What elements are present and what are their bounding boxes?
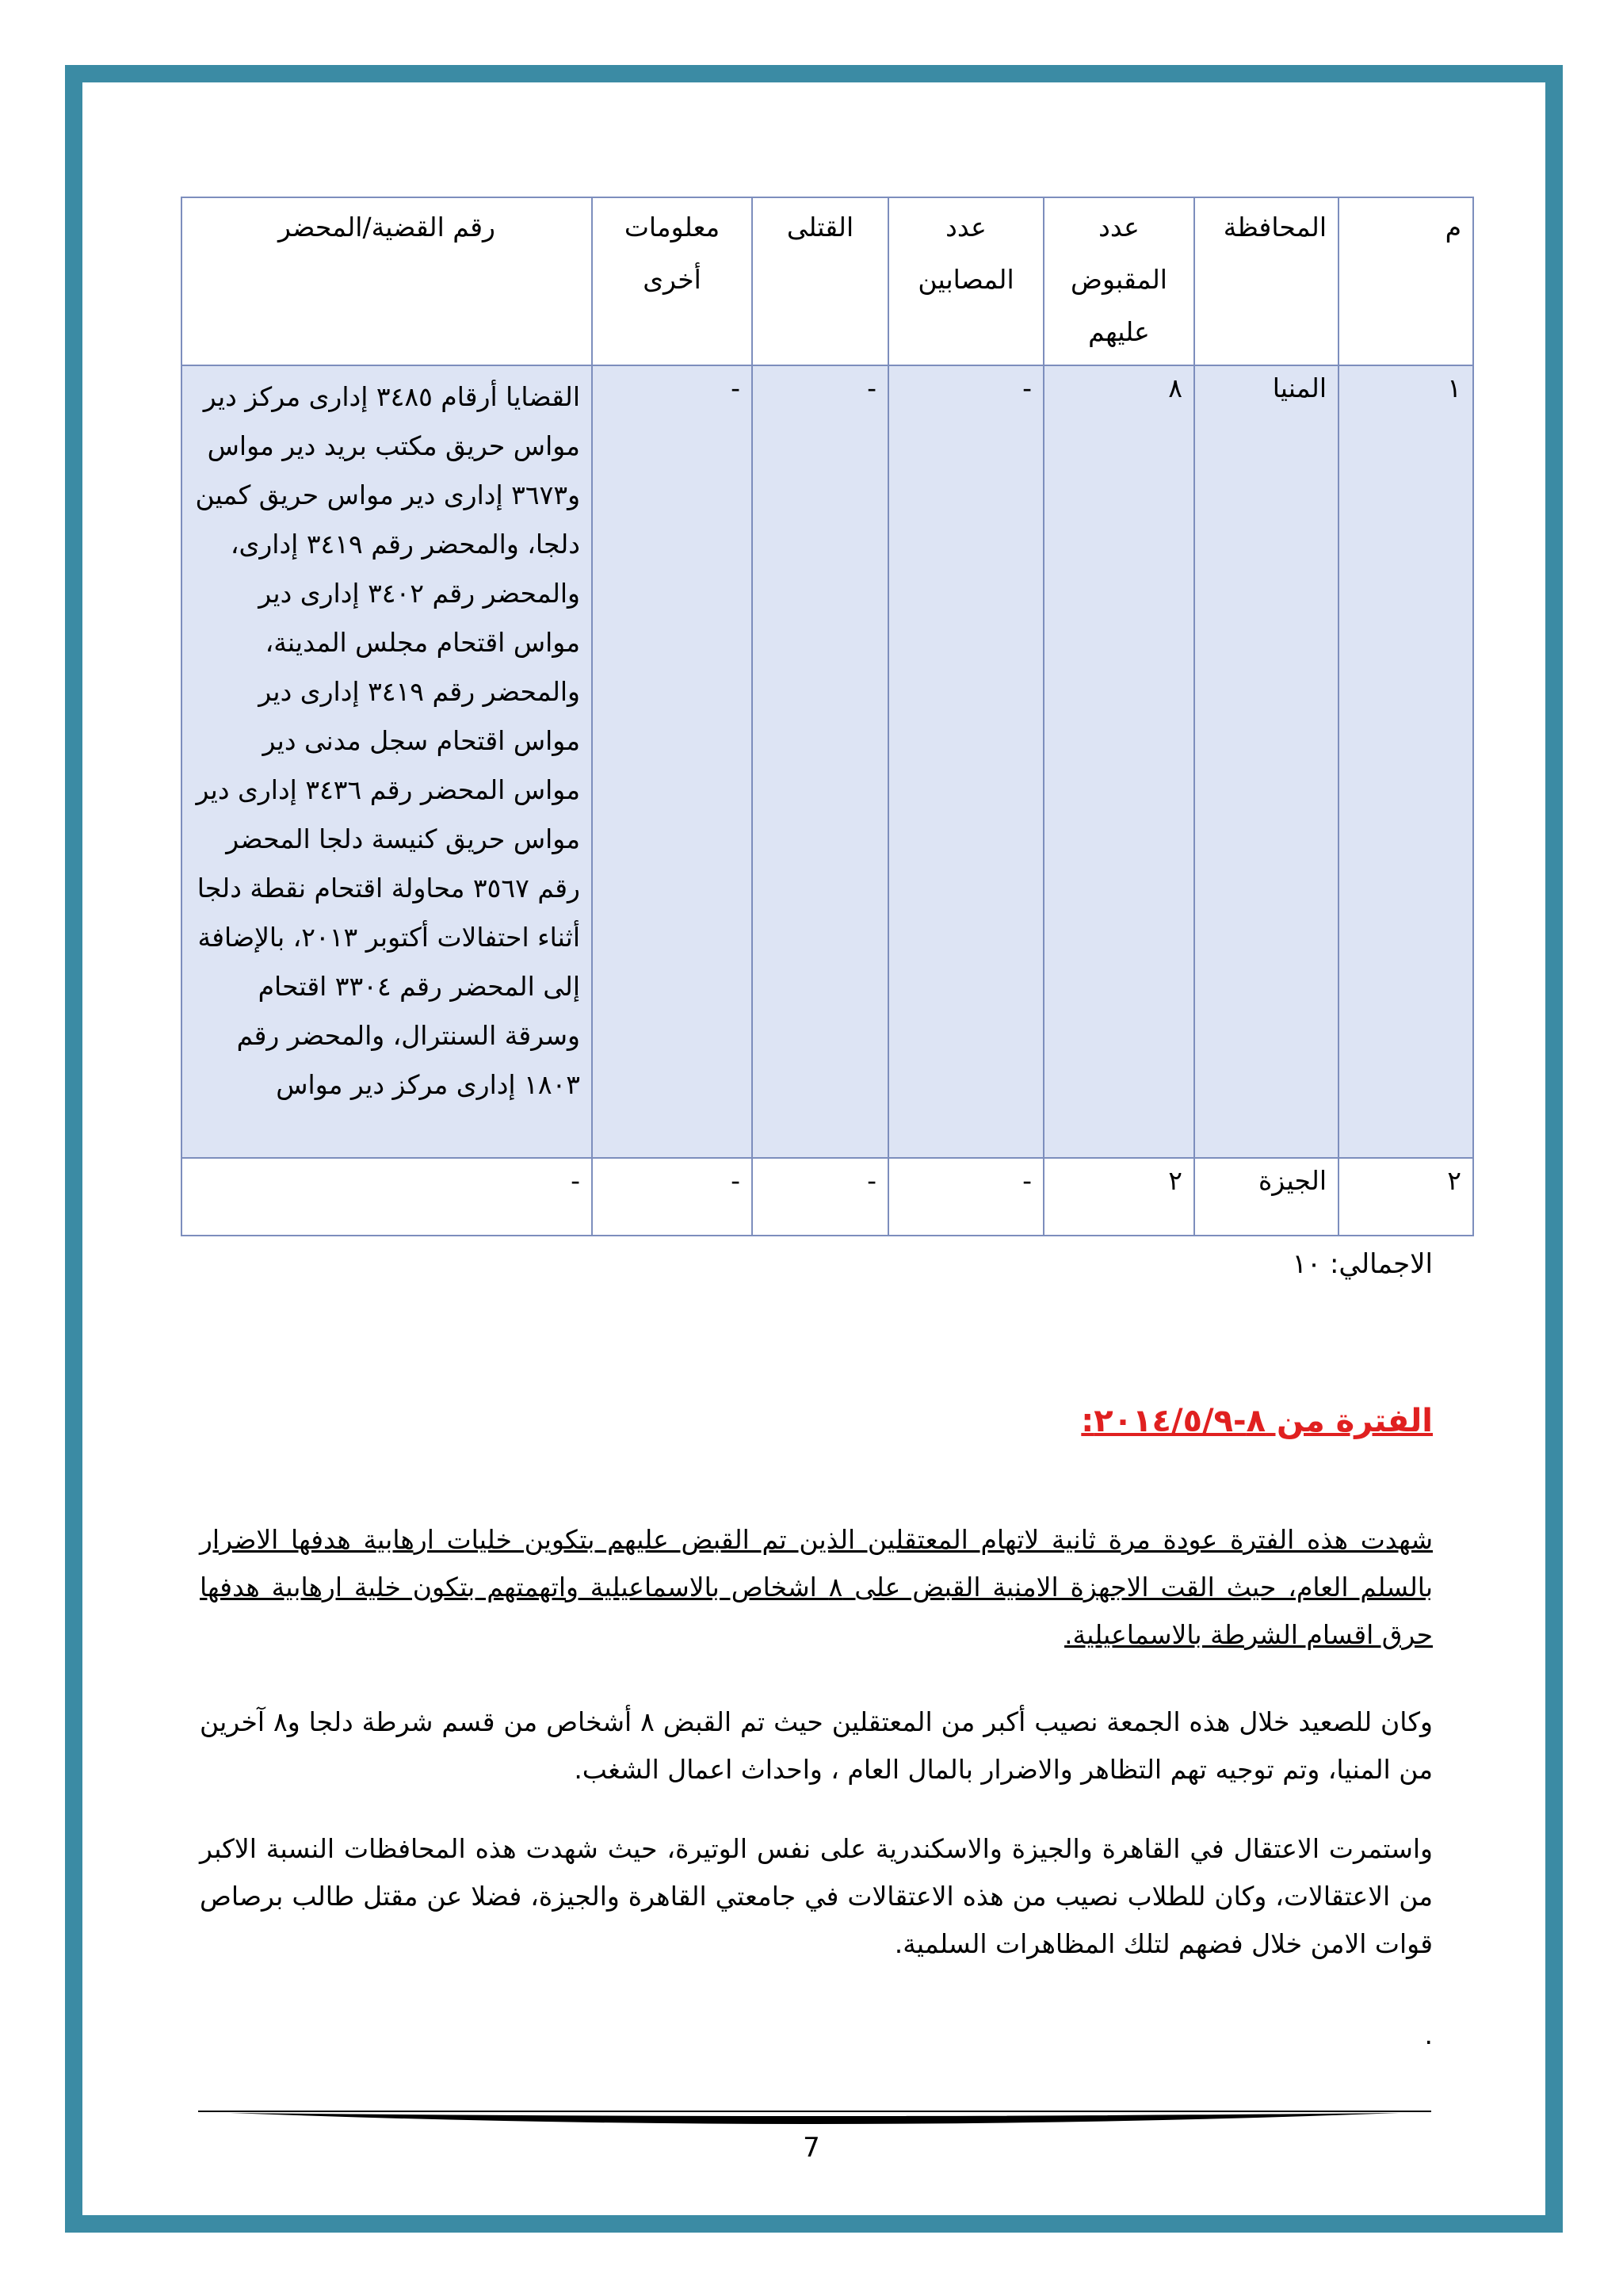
- table-total: الاجمالي: ١٠: [1292, 1248, 1433, 1280]
- section-heading: الفترة من ٨-٢٠١٤/٥/٩:: [1081, 1403, 1433, 1439]
- header-governorate: المحافظة: [1194, 197, 1338, 365]
- cell-killed: -: [752, 1158, 888, 1236]
- paragraph: شهدت هذه الفترة عودة مرة ثانية لاتهام المعتقلين الذين تم القبض عليهم بتكوين خليات ارهابية هدفها الاضرار بالسلم العام، حيث القت الاجهزة الامنية القبض على ٨ اشخاص بالاسماعيلية واتهمتهم بتكون خلية ارهابية هدفها حرق اقسام الشرطة بالاسماعيلية.: [200, 1524, 1434, 1650]
- footer-divider: [198, 2108, 1431, 2129]
- cell-other-info: -: [592, 365, 752, 1158]
- cell-injured: -: [888, 1158, 1044, 1236]
- header-other-info: معلومات أخرى: [592, 197, 752, 365]
- cell-arrested: ٢: [1044, 1158, 1194, 1236]
- header-injured: عدد المصابين: [888, 197, 1044, 365]
- table-row: [181, 1158, 1473, 1236]
- cell-killed: -: [752, 365, 888, 1158]
- cell-index: ٢: [1338, 1158, 1473, 1236]
- cell-injured: -: [888, 365, 1044, 1158]
- cell-arrested: ٨: [1044, 365, 1194, 1158]
- cell-governorate: الجيزة: [1194, 1158, 1338, 1236]
- header-index: م: [1338, 197, 1473, 365]
- paragraph: .: [1424, 2019, 1433, 2050]
- table-row: [181, 365, 1473, 1158]
- cell-index: ١: [1338, 365, 1473, 1158]
- paragraph: وكان للصعيد خلال هذه الجمعة نصيب أكبر من المعتقلين حيث تم القبض ٨ أشخاص من قسم شرطة دلجا و٨ آخرين من المنيا، وتم توجيه تهم التظاهر والاضرار بالمال العام ، واحداث اعمال الشغب.: [200, 1706, 1433, 1785]
- cell-governorate: المنيا: [1194, 365, 1338, 1158]
- header-killed: القتلى: [752, 197, 888, 365]
- cell-other-info: -: [592, 1158, 752, 1236]
- paragraph: واستمرت الاعتقال في القاهرة والجيزة والاسكندرية على نفس الوتيرة، حيث شهدت هذه المحافظات النسبة الاكبر من الاعتقالات، وكان للطلاب نصيب من هذه الاعتقالات في جامعتي القاهرة والجيزة، فضلا عن مقتل طالب برصاص قوات الامن خلال فضهم لتلك المظاهرات السلمية.: [200, 1833, 1433, 1959]
- table-header-row: [181, 197, 1473, 365]
- page-number: 7: [803, 2132, 820, 2164]
- detentions-table: [181, 197, 1474, 1236]
- cell-case-number: -: [181, 1158, 592, 1236]
- cell-case-number: القضايا أرقام ٣٤٨٥ إدارى مركز دير مواس حريق مكتب بريد دير مواس و٣٦٧٣ إدارى دير مواس حريق كمين دلجا، والمحضر رقم ٣٤١٩ إدارى، والمحضر رقم ٣٤٠٢ إدارى دير مواس اقتحام مجلس المدينة، والمحضر رقم ٣٤١٩ إدارى دير مواس اقتحام سجل مدنى دير مواس المحضر رقم ٣٤٣٦ إدارى دير مواس حريق كنيسة دلجا المحضر رقم ٣٥٦٧ محاولة اقتحام نقطة دلجا أثناء احتفالات أكتوبر ٢٠١٣، بالإضافة إلى المحضر رقم ٣٣٠٤ اقتحام وسرقة السنترال، والمحضر رقم ١٨٠٣ إدارى مركز دير مواس: [181, 365, 592, 1158]
- header-case-number: رقم القضية/المحضر: [181, 197, 592, 365]
- header-arrested: عدد المقبوض عليهم: [1044, 197, 1194, 365]
